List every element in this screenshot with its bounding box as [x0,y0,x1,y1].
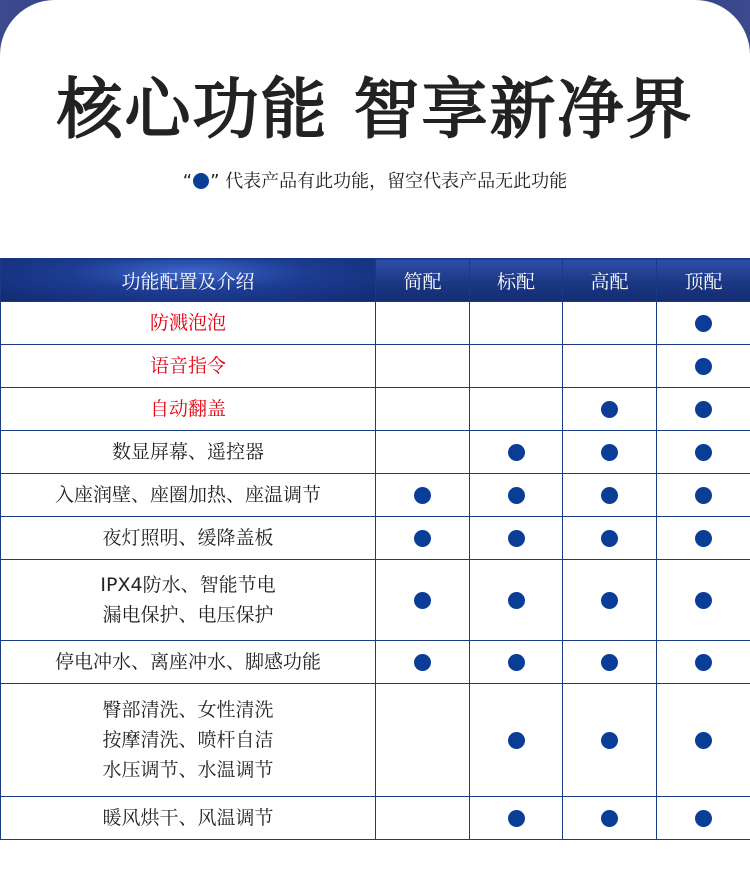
tier-cell-flagship [657,431,750,474]
table-body [1,302,750,840]
tier-cell-premium [563,302,657,345]
tier-cell-standard [470,388,563,431]
tier-cell-flagship [657,641,750,684]
table-header [1,259,750,302]
included-dot-icon [601,530,618,547]
feature-label: 自动翻盖 [149,398,226,420]
included-dot-icon [695,487,712,504]
tier-cell-premium [563,388,657,431]
included-dot-icon [695,401,712,418]
tier-cell-flagship [657,560,750,641]
included-dot-icon [695,315,712,332]
column-header-feature: 功能配置及介绍 [1,259,376,302]
feature-label: 入座润壁、座圈加热、座温调节 [54,484,321,506]
tier-cell-premium [563,797,657,840]
legend-dot-icon [193,173,209,189]
tier-cell-standard [470,684,563,797]
table-row [1,797,750,840]
tier-cell-premium [563,641,657,684]
feature-label: 停电冲水、离座冲水、脚感功能 [54,651,321,673]
feature-label: 水压调节、水温调节 [102,759,274,781]
feature-cell [1,474,376,517]
included-dot-icon [414,654,431,671]
table-row [1,684,750,797]
column-header-premium: 高配 [563,259,657,302]
feature-label: 臀部清洗、女性清洗 [102,699,274,721]
included-dot-icon [414,592,431,609]
tier-cell-flagship [657,345,750,388]
legend-text: 代表产品有此功能，留空代表产品无此功能 [225,171,568,192]
included-dot-icon [508,732,525,749]
included-dot-icon [601,401,618,418]
column-header-basic: 简配 [376,259,470,302]
tier-cell-premium [563,560,657,641]
tier-cell-standard [470,560,563,641]
feature-label: 按摩清洗、喷杆自洁 [102,729,274,751]
table-row [1,641,750,684]
tier-cell-basic [376,474,470,517]
feature-cell [1,517,376,560]
tier-cell-standard [470,641,563,684]
table-row [1,474,750,517]
tier-cell-flagship [657,302,750,345]
tier-cell-standard [470,797,563,840]
feature-cell [1,684,376,797]
tier-cell-flagship [657,474,750,517]
table-row [1,431,750,474]
feature-cell [1,302,376,345]
included-dot-icon [695,358,712,375]
feature-cell [1,797,376,840]
tier-cell-premium [563,431,657,474]
tier-cell-flagship [657,684,750,797]
feature-label: 暖风烘干、风温调节 [102,807,274,829]
legend-close-quote: ” [210,171,220,192]
tier-cell-basic [376,684,470,797]
included-dot-icon [601,592,618,609]
tier-cell-basic [376,560,470,641]
included-dot-icon [508,592,525,609]
legend-open-quote: “ [182,171,193,192]
tier-cell-basic [376,388,470,431]
column-header-flagship: 顶配 [657,259,750,302]
tier-cell-standard [470,474,563,517]
feature-label: 数显屏幕、遥控器 [111,441,264,463]
header-row [1,259,750,302]
included-dot-icon [695,732,712,749]
included-dot-icon [508,654,525,671]
included-dot-icon [695,654,712,671]
tier-cell-basic [376,641,470,684]
feature-label: 语音指令 [149,355,226,377]
tier-cell-basic [376,345,470,388]
included-dot-icon [695,444,712,461]
included-dot-icon [695,810,712,827]
page-title: 核心功能 智享新净界 [56,71,694,148]
legend [0,170,750,194]
included-dot-icon [695,592,712,609]
table-row [1,517,750,560]
tier-cell-premium [563,474,657,517]
included-dot-icon [601,487,618,504]
column-header-standard: 标配 [470,259,563,302]
feature-cell [1,388,376,431]
feature-comparison-table [0,258,750,840]
included-dot-icon [601,810,618,827]
included-dot-icon [695,530,712,547]
included-dot-icon [601,732,618,749]
tier-cell-basic [376,797,470,840]
included-dot-icon [508,487,525,504]
table-row [1,345,750,388]
feature-label: 夜灯照明、缓降盖板 [102,527,274,549]
included-dot-icon [508,810,525,827]
tier-cell-standard [470,517,563,560]
tier-cell-premium [563,517,657,560]
tier-cell-flagship [657,517,750,560]
included-dot-icon [601,654,618,671]
tier-cell-basic [376,302,470,345]
tier-cell-basic [376,517,470,560]
tier-cell-basic [376,431,470,474]
table-row [1,560,750,641]
included-dot-icon [601,444,618,461]
feature-cell [1,431,376,474]
feature-label: IPX4防水、智能节电 [100,574,276,596]
table-row [1,302,750,345]
included-dot-icon [414,487,431,504]
tier-cell-premium [563,345,657,388]
included-dot-icon [414,530,431,547]
feature-cell [1,560,376,641]
feature-label: 防溅泡泡 [149,312,226,334]
included-dot-icon [508,444,525,461]
feature-label: 漏电保护、电压保护 [102,604,274,626]
tier-cell-standard [470,345,563,388]
tier-cell-premium [563,684,657,797]
tier-cell-flagship [657,797,750,840]
tier-cell-flagship [657,388,750,431]
feature-cell [1,641,376,684]
included-dot-icon [508,530,525,547]
tier-cell-standard [470,431,563,474]
feature-cell [1,345,376,388]
tier-cell-standard [470,302,563,345]
table-row [1,388,750,431]
